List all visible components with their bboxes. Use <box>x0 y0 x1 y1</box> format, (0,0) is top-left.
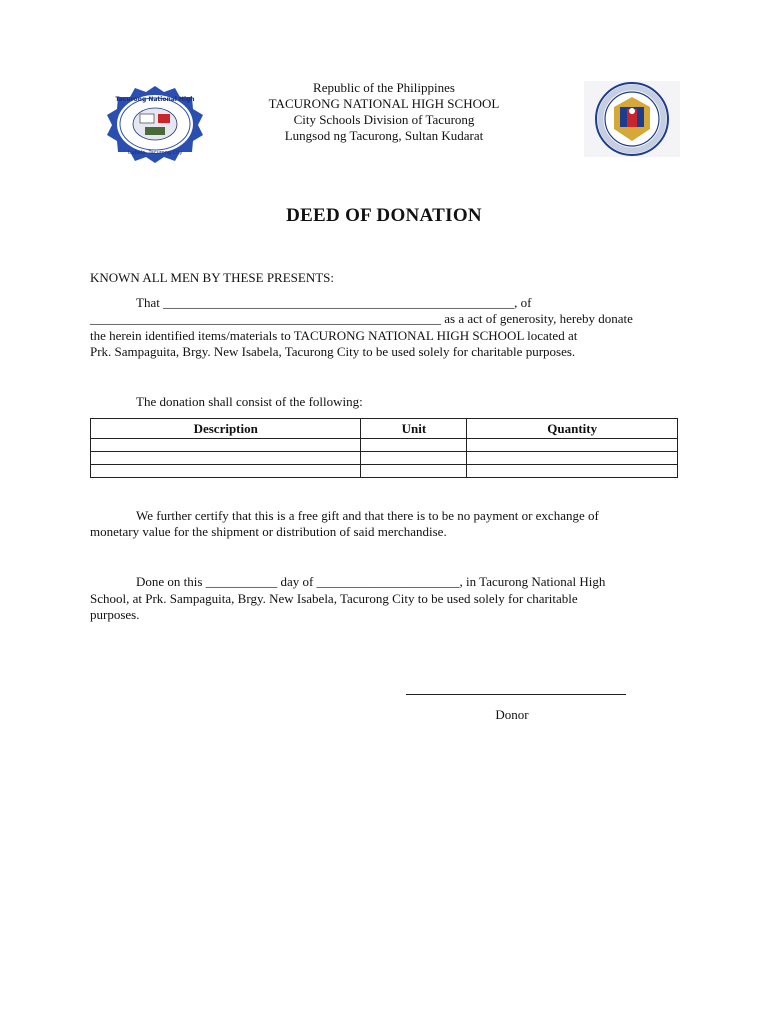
svg-text:Tacurong National High: Tacurong National High <box>115 96 195 103</box>
school-seal-logo <box>100 84 210 164</box>
cell-unit[interactable] <box>361 439 467 452</box>
done-on-line2: School, at Prk. Sampaguita, Brgy. New Isabela, Tacurong City to be used solely for charitable <box>90 591 578 606</box>
paragraph1-line4: Prk. Sampaguita, Brgy. New Isabela, Tacurong City to be used solely for charitable purposes. <box>90 344 576 359</box>
republic-line: Republic of the Philippines <box>313 80 455 95</box>
paragraph1-line3: the herein identified items/materials to TACURONG NATIONAL HIGH SCHOOL located at <box>90 328 578 343</box>
cell-unit[interactable] <box>361 452 467 465</box>
cell-unit[interactable] <box>361 465 467 478</box>
certification-line1: We further certify that this is a free gift and that there is to be no payment or exchange of <box>136 508 599 523</box>
cell-description[interactable] <box>91 439 361 452</box>
donor-name-line: That ______________________________________________________, of <box>136 295 532 310</box>
column-header-unit: Unit <box>361 419 467 439</box>
donor-address-line: ______________________________________________________ as a act of generosity, hereby donate <box>90 311 633 326</box>
deped-seal-logo <box>584 81 680 157</box>
cell-quantity[interactable] <box>467 452 678 465</box>
document-title: DEED OF DONATION <box>286 205 482 226</box>
cell-quantity[interactable] <box>467 439 678 452</box>
column-header-quantity: Quantity <box>467 419 678 439</box>
certification-line2: monetary value for the shipment or distribution of said merchandise. <box>90 524 447 539</box>
svg-text:Isabela, Tacurong City: Isabela, Tacurong City <box>127 150 183 156</box>
cell-description[interactable] <box>91 465 361 478</box>
school-name: TACURONG NATIONAL HIGH SCHOOL <box>268 96 500 111</box>
table-header-row <box>91 419 678 439</box>
cell-description[interactable] <box>91 452 361 465</box>
done-on-line1: Done on this ___________ day of ______________________, in Tacurong National High <box>136 574 606 589</box>
donation-items-table <box>90 418 678 478</box>
division-line: City Schools Division of Tacurong <box>293 112 475 127</box>
cell-quantity[interactable] <box>467 465 678 478</box>
done-on-line3: purposes. <box>90 607 140 622</box>
donation-intro: The donation shall consist of the following: <box>136 394 363 409</box>
salutation: KNOWN ALL MEN BY THESE PRESENTS: <box>90 270 334 285</box>
table-row <box>91 439 678 452</box>
city-line: Lungsod ng Tacurong, Sultan Kudarat <box>284 128 484 143</box>
column-header-description: Description <box>91 419 361 439</box>
donor-label: Donor <box>495 707 529 722</box>
table-row <box>91 465 678 478</box>
signature-line <box>406 694 626 695</box>
table-row <box>91 452 678 465</box>
